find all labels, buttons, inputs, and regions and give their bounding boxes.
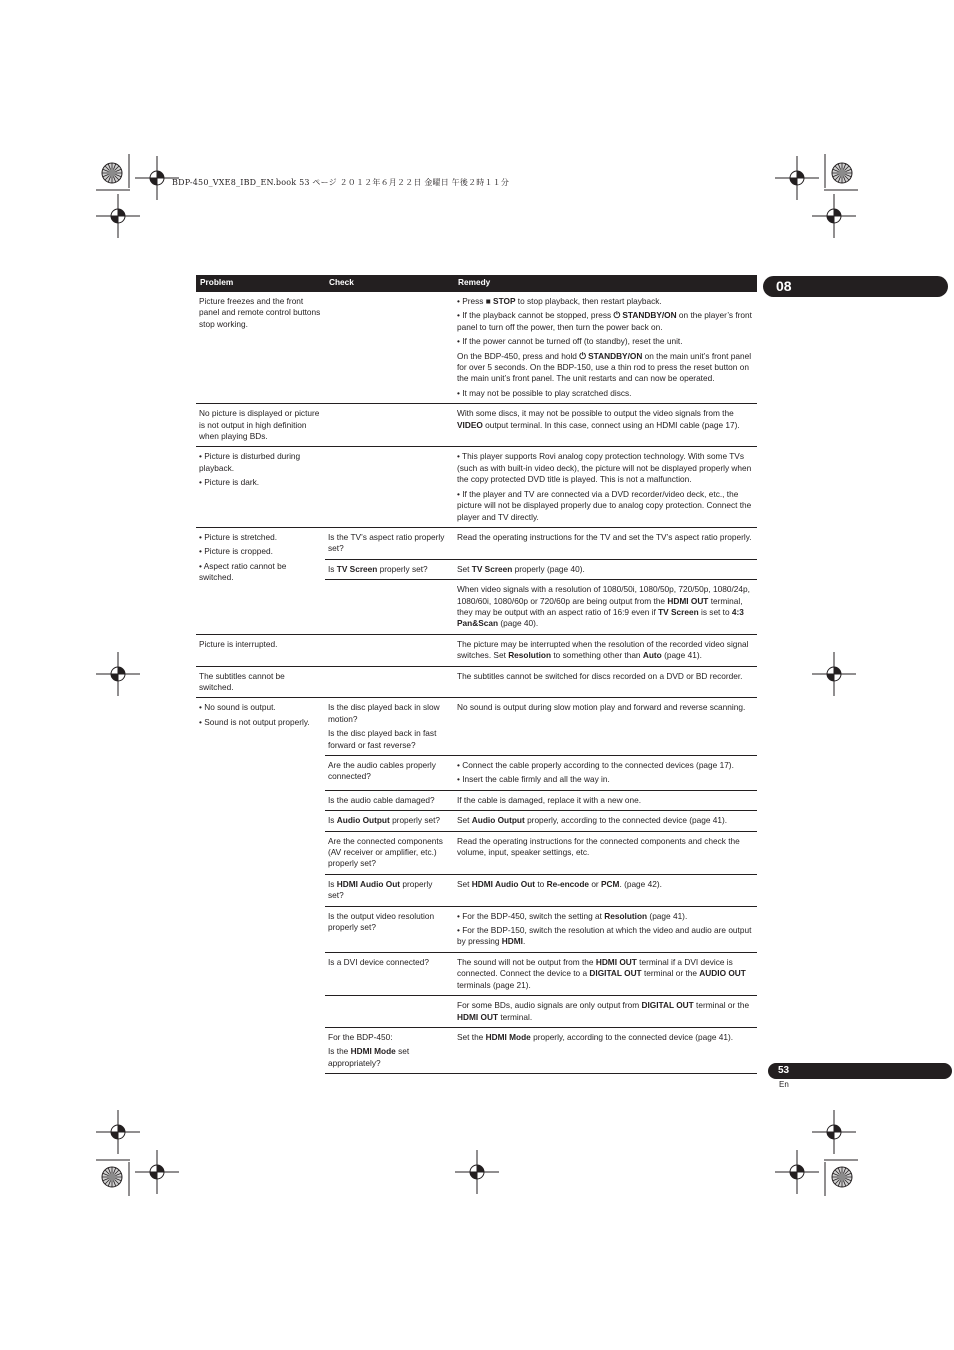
text-segment: For the BDP-450: — [328, 1031, 393, 1042]
remedy-paragraph — [457, 336, 753, 347]
check-cell — [325, 756, 454, 791]
remedy-paragraph — [457, 639, 753, 662]
setting-name: TV Screen — [471, 563, 513, 574]
text-segment: or — [589, 878, 602, 889]
remedy-cell — [454, 996, 757, 1028]
text-segment: Read the operating instructions for the TV and set the TV’s aspect ratio properly. — [457, 531, 752, 542]
check-cell — [325, 292, 454, 404]
remedy-cell — [454, 874, 757, 906]
text-segment: Set — [457, 815, 472, 826]
setting-name: ⏻ STANDBY/ON — [579, 350, 643, 361]
setting-name: PCM — [601, 878, 620, 889]
check-cell — [325, 559, 454, 579]
text-segment: Is the — [328, 1046, 351, 1057]
problem-paragraph — [199, 702, 321, 713]
setting-name: 4:3 Pan&Scan — [457, 606, 744, 629]
text-segment: properly set? — [377, 563, 428, 574]
check-paragraph — [328, 911, 450, 934]
table-row — [196, 404, 757, 447]
text-segment: Is the audio cable damaged? — [328, 794, 435, 805]
page-number: 53 — [778, 1065, 790, 1076]
remedy-paragraph — [457, 671, 753, 682]
text-segment: terminal, they may be output with an aspect ratio of 16:9 even if — [457, 595, 743, 617]
setting-name: HDMI OUT — [667, 595, 709, 606]
text-segment: • If the player and TV are connected via a DVD recorder/video deck, etc., the picture will not be displayed properly due to analog copy protection. Connect the player and TV directly. — [457, 488, 752, 522]
crosshair-10 — [455, 1150, 499, 1194]
remedy-paragraph — [457, 564, 753, 575]
text-segment: terminals (page 21). — [457, 979, 531, 990]
crosshair-5 — [96, 652, 140, 696]
check-cell — [325, 698, 454, 756]
text-segment: Are the audio cables properly connected? — [328, 760, 436, 782]
text-segment: terminal or the — [693, 1000, 750, 1011]
text-segment: terminal if a DVI device is connected. Connect the device to a — [457, 956, 733, 979]
remedy-paragraph — [457, 351, 753, 385]
check-cell — [325, 996, 454, 1028]
setting-name: Audio Output — [471, 815, 525, 826]
crosshair-7 — [96, 1110, 140, 1154]
problem-paragraph — [199, 717, 321, 728]
table-row — [196, 698, 757, 756]
remedy-paragraph — [457, 795, 753, 806]
problem-cell — [196, 666, 325, 698]
text-segment: properly, according to the connected device (page 41). — [530, 1031, 734, 1042]
table-row — [196, 666, 757, 698]
setting-name: ■ STOP — [485, 296, 516, 306]
table-row — [196, 292, 757, 404]
remedy-cell — [454, 580, 757, 635]
text-segment: • It may not be possible to play scratched discs. — [457, 387, 632, 398]
text-segment: set appropriately? — [328, 1046, 410, 1068]
setting-name: TV Screen — [336, 563, 378, 574]
text-segment: • Aspect ratio cannot be switched. — [199, 560, 287, 583]
text-segment: • Insert the cable firmly and all the way in. — [457, 774, 610, 785]
remedy-cell — [454, 527, 757, 559]
problem-paragraph — [199, 671, 321, 694]
text-segment: Set — [457, 563, 472, 574]
rosette-top-left — [102, 163, 122, 183]
text-segment: . (page 42). — [619, 878, 662, 889]
text-segment: properly set? — [328, 878, 433, 901]
check-paragraph — [328, 728, 450, 751]
check-paragraph — [328, 1046, 450, 1069]
problem-cell — [196, 404, 325, 447]
check-paragraph — [328, 836, 450, 870]
text-segment: • Sound is not output properly. — [199, 716, 310, 727]
text-segment: Is the TV’s aspect ratio properly set? — [328, 531, 445, 554]
check-cell — [325, 831, 454, 874]
text-segment: properly set? — [389, 815, 441, 826]
check-cell — [325, 447, 454, 527]
text-segment: • This player supports Rovi analog copy protection technology. With some TVs (such as with built-in video deck), the picture will not be displayed properly when the copy protected DVD title is played. This is not a malfunction. — [457, 451, 752, 485]
remedy-cell — [454, 811, 757, 831]
remedy-cell — [454, 666, 757, 698]
setting-name: DIGITAL OUT — [641, 1000, 694, 1011]
check-paragraph — [328, 760, 450, 783]
remedy-cell — [454, 698, 757, 756]
text-segment: Read the operating instructions for the connected components and check the volume, input, speaker settings, etc. — [457, 835, 740, 858]
setting-name: HDMI — [501, 936, 523, 947]
crosshair-4 — [812, 194, 856, 238]
remedy-cell — [454, 952, 757, 995]
remedy-paragraph — [457, 774, 753, 785]
text-segment: • Picture is disturbed during playback. — [199, 451, 301, 473]
setting-name: VIDEO — [457, 419, 483, 430]
problem-paragraph — [199, 451, 321, 474]
remedy-paragraph — [457, 489, 753, 523]
crosshair-9 — [135, 1150, 179, 1194]
setting-name: AUDIO OUT — [699, 968, 746, 979]
table-row — [196, 447, 757, 527]
text-segment: • Picture is stretched. — [199, 531, 278, 542]
text-segment: Is — [328, 815, 337, 826]
text-segment: output terminal. In this case, connect using an HDMI cable (page 17). — [482, 419, 740, 430]
remedy-paragraph — [457, 584, 753, 630]
setting-name: ⏻ STANDBY/ON — [613, 310, 677, 321]
remedy-cell — [454, 292, 757, 404]
text-segment: Set the — [457, 1031, 486, 1042]
text-segment: on the player’s front panel to turn off the power, then turn the power back on. — [457, 310, 752, 332]
text-segment: (page 41). — [647, 910, 688, 921]
remedy-paragraph — [457, 815, 753, 826]
problem-cell — [196, 634, 325, 666]
text-segment: terminal or the — [641, 968, 700, 979]
text-segment: . — [522, 936, 526, 947]
text-segment: on the main unit’s front panel for over 5 seconds. On the BDP-150, use a thin rod to press the reset button on the main unit’s front panel. The unit restarts and can now be operated. — [457, 350, 752, 384]
crosshair-11 — [775, 1150, 819, 1194]
text-segment: • Picture is dark. — [199, 477, 260, 488]
problem-column-header: Problem — [196, 275, 325, 292]
remedy-paragraph — [457, 388, 753, 399]
text-segment: • No sound is output. — [199, 702, 276, 713]
crosshair-3 — [96, 194, 140, 238]
remedy-cell — [454, 404, 757, 447]
remedy-paragraph — [457, 451, 753, 485]
page-number-tab — [768, 1063, 952, 1079]
chapter-number: 08 — [776, 278, 792, 294]
text-segment: (page 41). — [661, 650, 702, 661]
text-segment: The subtitles cannot be switched for discs recorded on a DVD or BD recorder. — [457, 670, 743, 681]
remedy-cell — [454, 559, 757, 579]
remedy-cell — [454, 447, 757, 527]
text-segment: terminal. — [498, 1011, 533, 1022]
check-cell — [325, 790, 454, 810]
check-paragraph — [328, 564, 450, 575]
remedy-cell — [454, 831, 757, 874]
text-segment: to something other than — [551, 650, 643, 661]
remedy-column-header: Remedy — [454, 275, 757, 292]
setting-name: HDMI Audio Out — [471, 878, 536, 889]
check-cell — [325, 404, 454, 447]
remedy-paragraph — [457, 911, 753, 922]
check-cell — [325, 666, 454, 698]
setting-name: Resolution — [508, 650, 552, 661]
text-segment: Picture is interrupted. — [199, 638, 278, 649]
setting-name: DIGITAL OUT — [589, 968, 642, 979]
text-segment: Is the disc played back in slow motion? — [328, 702, 440, 724]
check-cell — [325, 811, 454, 831]
check-paragraph — [328, 879, 450, 902]
rosette-bottom-right — [832, 1167, 852, 1187]
remedy-cell — [454, 906, 757, 952]
check-cell — [325, 906, 454, 952]
table-row — [196, 527, 757, 559]
text-segment: • For the BDP-150, switch the resolution at which the video and audio are output by pressing — [457, 925, 752, 947]
problem-paragraph — [199, 639, 321, 650]
check-cell — [325, 527, 454, 559]
text-segment: (page 40). — [498, 618, 539, 629]
problem-cell — [196, 292, 325, 404]
text-segment: No picture is displayed or picture is not output in high definition when playing BDs. — [199, 408, 320, 442]
remedy-paragraph — [457, 925, 753, 948]
setting-name: Audio Output — [336, 815, 390, 826]
check-cell — [325, 634, 454, 666]
text-segment: properly, according to the connected device (page 41). — [524, 815, 728, 826]
check-cell — [325, 874, 454, 906]
check-cell — [325, 1027, 454, 1073]
text-segment: Is the disc played back in fast forward or fast reverse? — [328, 728, 437, 750]
check-cell — [325, 952, 454, 995]
remedy-cell — [454, 790, 757, 810]
problem-paragraph — [199, 408, 321, 442]
problem-cell — [196, 698, 325, 1074]
check-cell — [325, 580, 454, 635]
text-segment: Is — [328, 878, 337, 889]
text-segment: No sound is output during slow motion play and forward and reverse scanning. — [457, 702, 746, 713]
text-segment: The picture may be interrupted when the resolution of the recorded video signal switches. Set — [457, 638, 749, 661]
text-segment: Set — [457, 878, 472, 889]
remedy-cell — [454, 1027, 757, 1073]
remedy-paragraph — [457, 1032, 753, 1043]
text-segment: • Picture is cropped. — [199, 546, 273, 557]
problem-paragraph — [199, 477, 321, 488]
table-row — [196, 634, 757, 666]
remedy-paragraph — [457, 957, 753, 991]
remedy-paragraph — [457, 310, 753, 333]
text-segment: to stop playback, then restart playback. — [515, 296, 662, 306]
rosette-top-right — [832, 163, 852, 183]
text-segment: For some BDs, audio signals are only output from — [457, 1000, 642, 1011]
setting-name: Re-encode — [546, 878, 590, 889]
crosshair-8 — [812, 1110, 856, 1154]
remedy-paragraph — [457, 760, 753, 771]
text-segment: If the cable is damaged, replace it with a new one. — [457, 794, 642, 805]
text-segment: • If the power cannot be turned off (to standby), reset the unit. — [457, 336, 683, 347]
check-column-header: Check — [325, 275, 454, 292]
setting-name: HDMI Mode — [350, 1046, 396, 1057]
remedy-paragraph — [457, 702, 753, 713]
remedy-paragraph — [457, 1000, 753, 1023]
setting-name: HDMI OUT — [595, 956, 637, 967]
text-segment: is set to — [698, 606, 732, 617]
text-segment: On the BDP-450, press and hold — [457, 350, 580, 361]
setting-name: HDMI Mode — [485, 1031, 531, 1042]
check-paragraph — [328, 1032, 450, 1043]
check-paragraph — [328, 795, 450, 806]
text-segment: • For the BDP-450, switch the setting at — [457, 910, 605, 921]
crosshair-6 — [812, 652, 856, 696]
text-segment: With some discs, it may not be possible to output the video signals from the — [457, 408, 734, 419]
setting-name: TV Screen — [658, 606, 699, 617]
setting-name: Resolution — [604, 910, 648, 921]
remedy-paragraph — [457, 836, 753, 859]
crosshair-2 — [775, 156, 819, 200]
text-segment: Is the output video resolution properly set? — [328, 910, 435, 933]
text-segment: The sound will not be output from the — [457, 956, 596, 967]
setting-name: HDMI Audio Out — [336, 878, 401, 889]
remedy-paragraph — [457, 879, 753, 890]
text-segment: • Press — [457, 296, 486, 306]
problem-paragraph — [199, 296, 321, 330]
remedy-paragraph — [457, 296, 753, 307]
problem-paragraph — [199, 561, 321, 584]
text-segment: Are the connected components (AV receiver or amplifier, etc.) properly set? — [328, 835, 443, 869]
text-segment: • If the playback cannot be stopped, press — [457, 310, 614, 321]
setting-name: Auto — [642, 650, 662, 661]
problem-cell — [196, 527, 325, 634]
remedy-cell — [454, 634, 757, 666]
language-label: En — [779, 1080, 789, 1089]
table-header-row — [196, 275, 757, 292]
check-paragraph — [328, 532, 450, 555]
text-segment: Is a DVI device connected? — [328, 956, 430, 967]
text-segment: The subtitles cannot be switched. — [199, 670, 285, 692]
remedy-paragraph — [457, 408, 753, 431]
text-segment: properly (page 40). — [512, 563, 585, 574]
text-segment: When video signals with a resolution of 1080/50i, 1080/50p, 720/50p, 1080/24p, 1080/60i, 1080/60p or 720/60p are being output from the — [457, 584, 750, 606]
check-paragraph — [328, 702, 450, 725]
problem-cell — [196, 447, 325, 527]
remedy-paragraph — [457, 532, 753, 543]
chapter-tab — [763, 276, 948, 297]
text-segment: • Connect the cable properly according to the connected devices (page 17). — [457, 760, 734, 770]
text-segment: to — [535, 878, 547, 889]
setting-name: HDMI OUT — [457, 1011, 499, 1022]
text-segment: Is — [328, 563, 337, 574]
book-header: BDP-450_VXE8_IBD_EN.book 53 ページ ２０１２年６月２２日 金曜日 午後２時１１分 — [172, 178, 510, 187]
check-paragraph — [328, 957, 450, 968]
troubleshooting-table — [196, 275, 757, 1074]
problem-paragraph — [199, 546, 321, 557]
check-paragraph — [328, 815, 450, 826]
problem-paragraph — [199, 532, 321, 543]
text-segment: Picture freezes and the front panel and remote control buttons stop working. — [199, 296, 321, 329]
rosette-bottom-left — [102, 1167, 122, 1187]
remedy-cell — [454, 756, 757, 791]
